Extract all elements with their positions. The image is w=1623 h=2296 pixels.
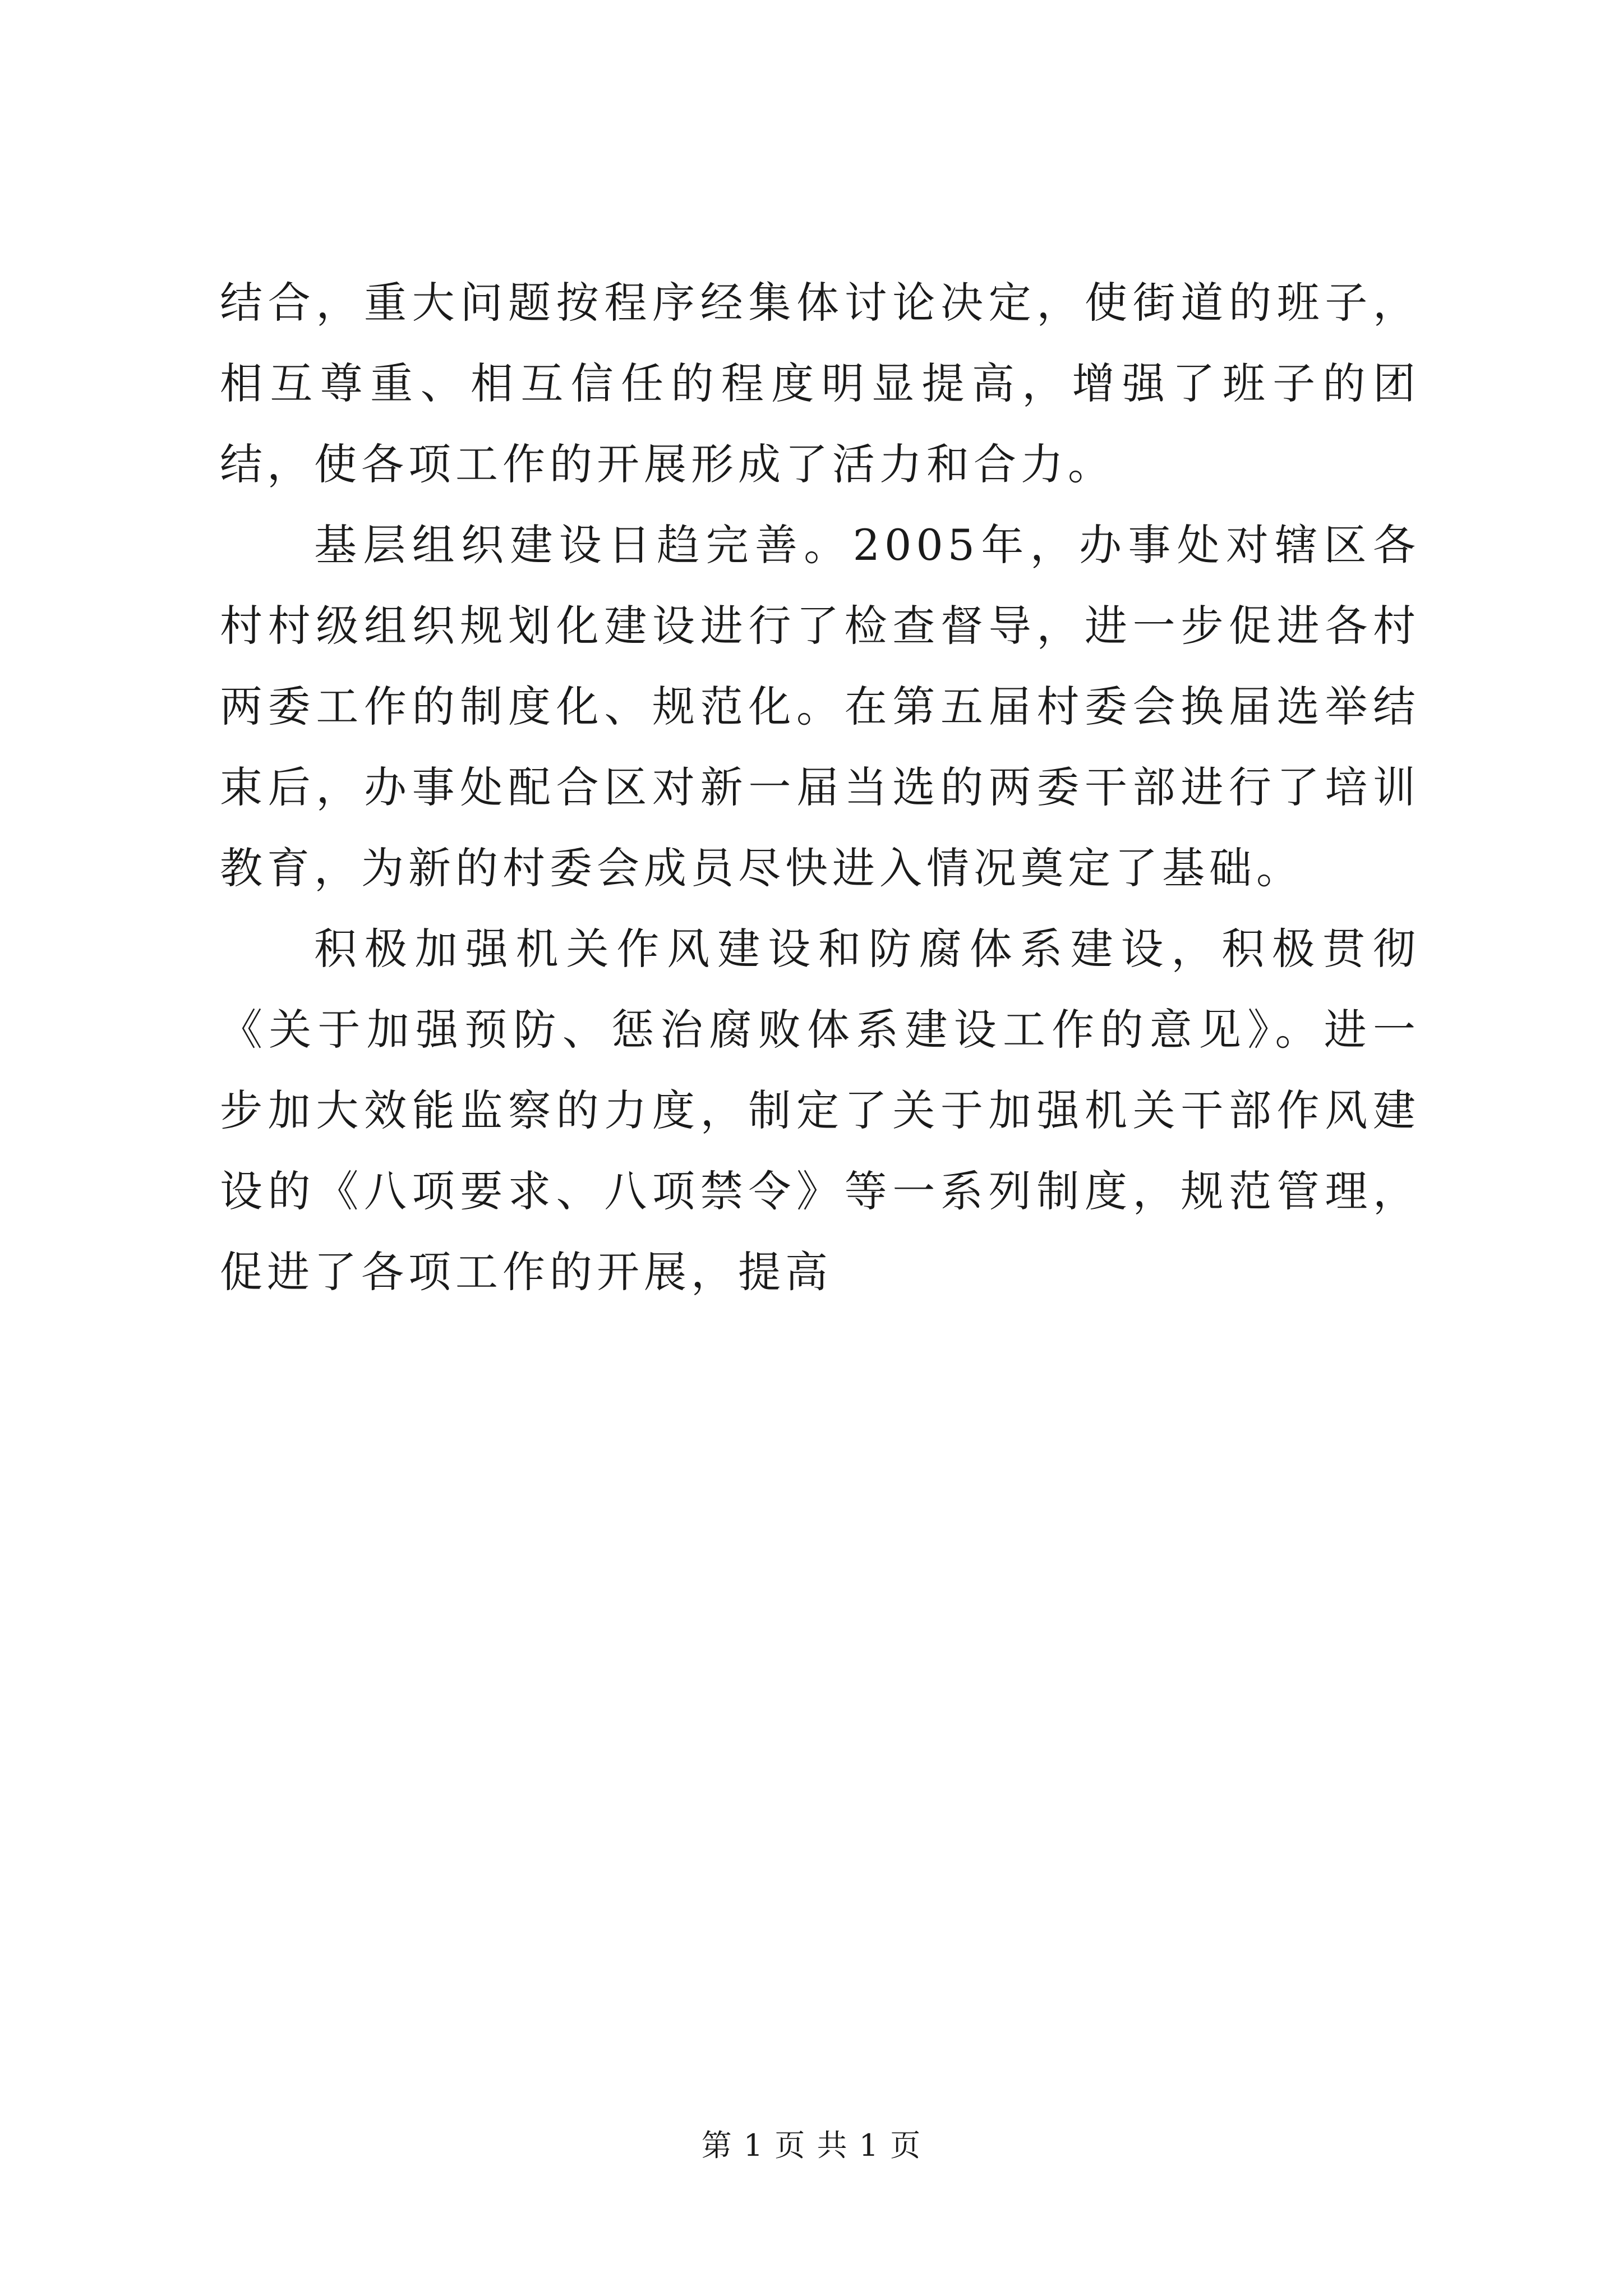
page-number-footer: 第 1 页 共 1 页	[701, 2128, 922, 2163]
document-body	[220, 263, 1420, 1313]
paragraph-grassroots-organization: 基层组织建设日趋完善。2005年，办事处对辖区各村村级组织规划化建设进行了检查督导，进一步促进各村两委工作的制度化、规范化。在第五届村委会换届选举结束后，办事处配合区对新一届当选的两委干部进行了培训教育，为新的村委会成员尽快进入情况奠定了基础。	[220, 520, 1420, 893]
paragraph-continuation: 结合，重大问题按程序经集体讨论决定，使街道的班子，相互尊重、相互信任的程度明显提高，增强了班子的团结，使各项工作的开展形成了活力和合力。	[220, 278, 1420, 489]
paragraph-work-style-anticorruption: 积极加强机关作风建设和防腐体系建设，积极贯彻《关于加强预防、惩治腐败体系建设工作的意见》。进一步加大效能监察的力度，制定了关于加强机关干部作风建设的《八项要求、八项禁令》等一系列制度，规范管理，促进了各项工作的开展，提高	[220, 924, 1420, 1297]
